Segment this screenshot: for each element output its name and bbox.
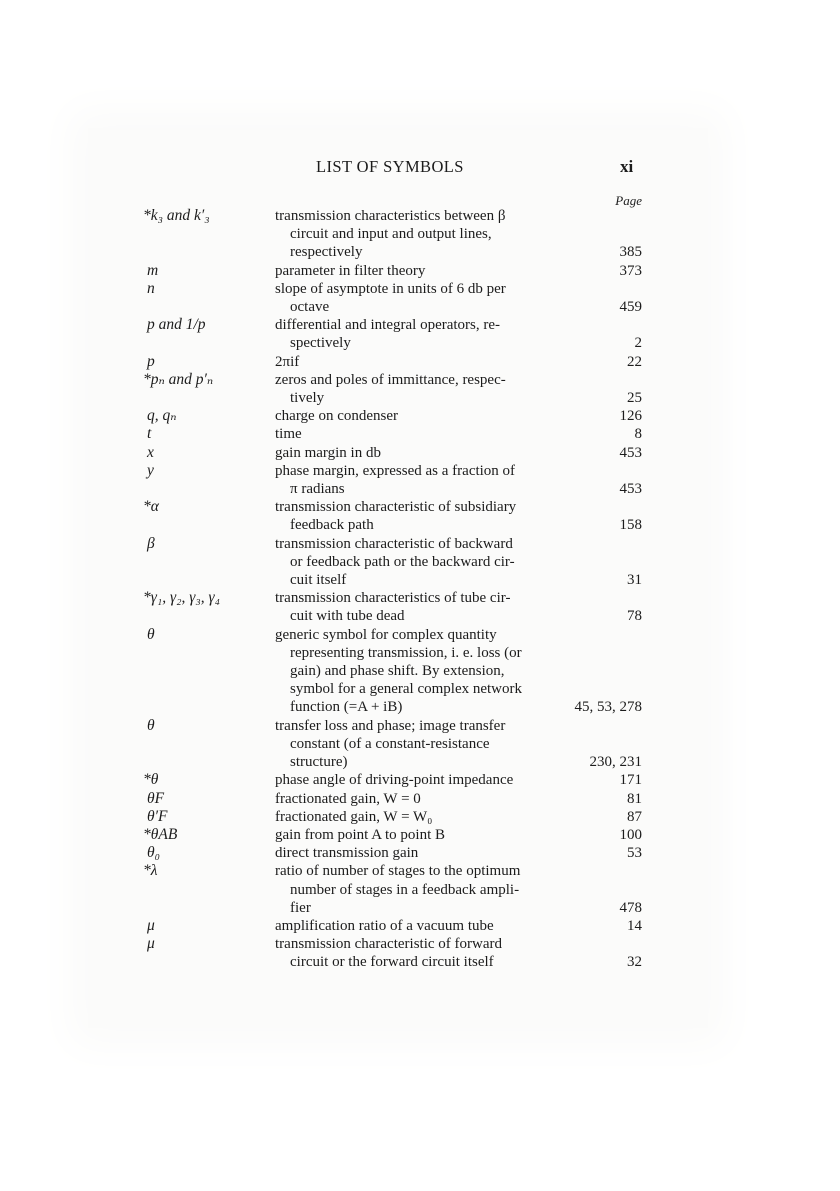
entry-page-reference: 81 — [627, 790, 642, 807]
entry-page-reference: 45, 53, 278 — [574, 699, 642, 716]
entry-description — [275, 535, 545, 590]
entry-description — [275, 207, 545, 262]
description-line: feedback path — [290, 517, 374, 534]
entry-description — [275, 771, 545, 789]
description-line: transmission characteristic of forward — [275, 936, 502, 953]
entry-description — [275, 917, 545, 935]
entry-symbol: μ — [147, 916, 155, 934]
entry-description — [275, 826, 545, 844]
page-number: xi — [620, 157, 634, 176]
entry-symbol: θ — [147, 716, 155, 734]
entry-description — [275, 935, 545, 971]
entry-page-reference: 14 — [627, 917, 642, 934]
entry-description — [275, 280, 545, 316]
description-line: time — [275, 426, 302, 443]
entry-symbol: p — [147, 352, 155, 370]
entry-description — [275, 717, 545, 772]
symbol-entry — [0, 207, 840, 262]
symbol-entry — [0, 462, 840, 498]
entry-page-reference: 478 — [619, 899, 642, 916]
description-line: transmission characteristic of subsidiary — [275, 499, 517, 516]
symbol-entry — [0, 626, 840, 717]
description-line: transfer loss and phase; image transfer — [275, 717, 506, 734]
description-line: number of stages in a feedback ampli- — [290, 881, 520, 898]
description-line: symbol for a general complex network — [290, 681, 523, 698]
entry-page-reference: 53 — [627, 845, 642, 862]
entry-page-reference: 171 — [619, 772, 642, 789]
entry-page-reference: 126 — [619, 408, 642, 425]
description-line: circuit or the forward circuit itself — [290, 954, 494, 971]
entry-symbol: *θ — [143, 771, 159, 789]
entry-page-reference: 78 — [627, 608, 642, 625]
entry-description — [275, 425, 545, 443]
description-line: zeros and poles of immittance, respec- — [275, 371, 506, 388]
entry-page-reference: 22 — [627, 353, 642, 370]
symbol-entry — [0, 425, 840, 443]
entry-page-reference: 385 — [619, 244, 642, 261]
description-line: charge on condenser — [275, 408, 399, 425]
entry-page-reference: 158 — [619, 517, 642, 534]
entry-page-reference: 459 — [619, 299, 642, 316]
description-line: direct transmission gain — [275, 845, 419, 862]
description-line: or feedback path or the backward cir- — [290, 553, 515, 570]
symbol-entry — [0, 371, 840, 407]
description-line: gain from point A to point B — [275, 826, 446, 843]
description-line: fier — [290, 899, 311, 916]
entry-symbol: *γ₁, γ₂, γ₃, γ₄ — [143, 589, 220, 607]
description-line: transmission characteristics between β — [275, 208, 506, 224]
description-line: generic symbol for complex quantity — [275, 626, 497, 643]
symbol-entry — [0, 862, 840, 917]
symbol-entry — [0, 589, 840, 625]
entry-description — [275, 808, 545, 826]
description-line: tively — [290, 390, 325, 407]
description-line: function (=A + iB) — [290, 699, 403, 716]
symbol-entry — [0, 407, 840, 425]
entry-description — [275, 862, 545, 917]
description-line: representing transmission, i. e. loss (or — [290, 644, 522, 661]
description-line: 2πif — [275, 353, 300, 370]
entry-symbol: m — [147, 261, 159, 279]
symbol-entry — [0, 280, 840, 316]
description-line: transmission characteristic of backward — [275, 535, 513, 552]
entry-page-reference: 32 — [627, 954, 642, 971]
entry-description — [275, 626, 545, 717]
description-line: circuit and input and output lines, — [290, 226, 492, 243]
description-line: fractionated gain, W = 0 — [275, 790, 421, 807]
description-line: spectively — [290, 335, 351, 352]
symbol-entry — [0, 935, 840, 971]
entry-page-reference: 373 — [619, 262, 642, 279]
entry-page-reference: 453 — [619, 444, 642, 461]
symbol-entry — [0, 717, 840, 772]
entry-page-reference: 230, 231 — [589, 754, 642, 771]
symbol-entry — [0, 771, 840, 789]
entry-symbol: y — [147, 461, 154, 479]
entry-page-reference: 31 — [627, 572, 642, 589]
entry-description — [275, 498, 545, 534]
page-column-label: Page — [615, 193, 642, 208]
entry-symbol: *k₃ and k′₃ — [143, 207, 210, 224]
entry-symbol: *α — [143, 498, 159, 516]
entry-description — [275, 353, 545, 371]
entry-symbol: *θAB — [143, 825, 178, 843]
description-line: amplification ratio of a vacuum tube — [275, 917, 494, 934]
entry-symbol: n — [147, 279, 155, 297]
description-line: transmission characteristics of tube cir- — [275, 590, 511, 607]
entry-description — [275, 444, 545, 462]
entry-symbol: x — [147, 443, 154, 461]
description-line: phase angle of driving-point impedance — [275, 772, 514, 789]
entry-page-reference: 87 — [627, 808, 642, 825]
entry-page-reference: 453 — [619, 481, 642, 498]
symbol-entry — [0, 844, 840, 862]
description-line: structure) — [290, 754, 348, 771]
symbol-entry — [0, 316, 840, 352]
symbol-entry — [0, 826, 840, 844]
description-line: respectively — [290, 244, 363, 261]
description-line: gain) and phase shift. By extension, — [290, 663, 505, 680]
description-line: differential and integral operators, re- — [275, 317, 501, 334]
symbol-entry — [0, 535, 840, 590]
description-line: constant (of a constant-resistance — [290, 735, 490, 752]
description-line: cuit with tube dead — [290, 608, 405, 625]
entry-symbol: p and 1/p — [147, 316, 206, 334]
description-line: phase margin, expressed as a fraction of — [275, 462, 516, 479]
entry-description — [275, 407, 545, 425]
description-line: π radians — [290, 481, 345, 498]
symbol-entry — [0, 790, 840, 808]
entry-symbol: θ — [147, 625, 155, 643]
entry-symbol: q, qₙ — [147, 407, 177, 425]
description-line: fractionated gain, W = W₀ — [275, 808, 433, 825]
description-line: slope of asymptote in units of 6 db per — [275, 280, 506, 297]
running-head — [0, 157, 840, 181]
entry-symbol: t — [147, 425, 152, 443]
entry-page-reference: 100 — [619, 826, 642, 843]
entry-symbol: θ₀ — [147, 844, 161, 862]
description-line: octave — [290, 299, 330, 316]
entry-symbol: θ′F — [147, 807, 168, 825]
entry-description — [275, 371, 545, 407]
symbol-entry — [0, 498, 840, 534]
entry-page-reference: 8 — [634, 426, 642, 443]
entry-symbol: *λ — [143, 862, 158, 880]
entry-page-reference: 2 — [634, 335, 642, 352]
description-line: parameter in filter theory — [275, 262, 426, 279]
entry-symbol: *pₙ and p′ₙ — [143, 370, 214, 388]
entry-symbol: θF — [147, 789, 165, 807]
entry-description — [275, 462, 545, 498]
symbol-list — [0, 207, 840, 972]
entry-description — [275, 589, 545, 625]
description-line: cuit itself — [290, 572, 347, 589]
symbol-entry — [0, 917, 840, 935]
entry-symbol: μ — [147, 935, 155, 953]
entry-description — [275, 790, 545, 808]
symbol-entry — [0, 444, 840, 462]
entry-description — [275, 844, 545, 862]
page-title: LIST OF SYMBOLS — [316, 157, 464, 176]
symbol-entry — [0, 262, 840, 280]
entry-page-reference: 25 — [627, 390, 642, 407]
entry-description — [275, 262, 545, 280]
description-line: ratio of number of stages to the optimum — [275, 863, 521, 880]
entry-symbol: β — [147, 534, 155, 552]
entry-description — [275, 316, 545, 352]
symbol-entry — [0, 808, 840, 826]
description-line: gain margin in db — [275, 444, 381, 461]
symbol-entry — [0, 353, 840, 371]
